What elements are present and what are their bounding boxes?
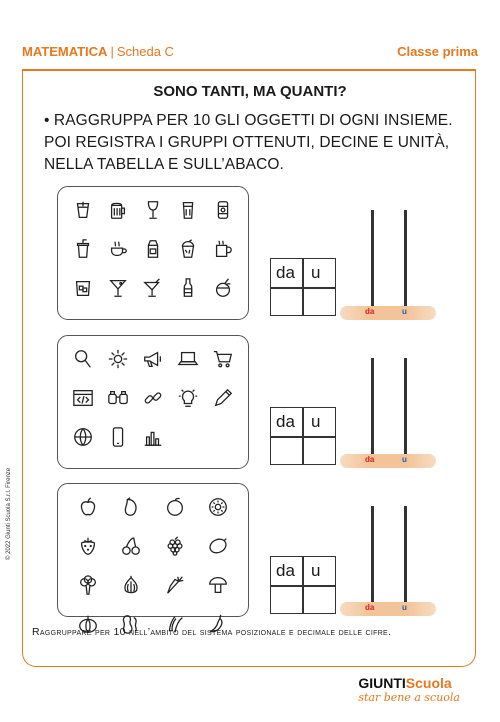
grade-label: Classe prima [397, 44, 478, 59]
mug-icon [205, 236, 240, 261]
table-divider-horizontal [271, 436, 335, 438]
mango-icon [110, 494, 154, 519]
logo-wordmark [358, 675, 460, 691]
exercise-1-abacus [340, 210, 436, 320]
logo-brand-b: Scuola [405, 675, 452, 691]
table-divider-horizontal [271, 287, 335, 289]
subject-label [22, 44, 174, 59]
abacus-units-label: u [402, 307, 407, 316]
header-separator: | [110, 44, 114, 59]
abacus-tens-label: da [365, 455, 375, 464]
units-rod [404, 210, 407, 306]
teacher-note: Raggruppare per 10 nell’ambito del sistema posizionale e decimale delle cifre. [32, 626, 392, 638]
apple-icon [66, 494, 110, 519]
exercise-2-abacus [340, 358, 436, 468]
tens-header: da [276, 263, 295, 282]
exercise-3-set [57, 483, 249, 617]
exercise-3-table [270, 556, 336, 614]
exercise-2-set [57, 335, 249, 469]
broccoli-icon [66, 572, 110, 597]
magnifier-icon [66, 346, 101, 371]
garlic-icon [110, 572, 154, 597]
can-icon [205, 197, 240, 222]
publisher-logo [358, 675, 460, 704]
exercise-2-table [270, 407, 336, 465]
abacus-base [340, 454, 436, 468]
units-header: u [311, 412, 321, 431]
abacus-tens-label: da [365, 603, 375, 612]
tens-rod [371, 506, 374, 602]
orange-icon [153, 494, 197, 519]
globe-icon [66, 424, 101, 449]
sheet-label: Scheda C [116, 44, 174, 59]
hot-drink-icon [101, 236, 136, 261]
link-icon [136, 385, 171, 410]
tens-header: da [276, 412, 295, 431]
mushroom-icon [197, 572, 241, 597]
exercise-1-table [270, 258, 336, 316]
cherries-icon [110, 533, 154, 558]
instructions: • RAGGRUPPA PER 10 GLI OGGETTI DI OGNI INSIEME. POI REGISTRA I GRUPPI OTTENUTI, DECINE E UNITÀ, NELLA TABELLA E SULL’ABACO. [44, 112, 453, 173]
pencil-icon [205, 385, 240, 410]
icon-grid [66, 494, 240, 636]
bottle-icon [170, 275, 205, 300]
abacus-tens-label: da [365, 307, 375, 316]
strawberry-icon [66, 533, 110, 558]
iced-drink-icon [170, 236, 205, 261]
wine-glass-icon [136, 197, 171, 222]
martini-icon [101, 275, 136, 300]
megaphone-icon [136, 346, 171, 371]
icon-grid [66, 346, 240, 449]
code-window-icon [66, 385, 101, 410]
beer-mug-icon [101, 197, 136, 222]
abacus-base [340, 306, 436, 320]
table-divider-horizontal [271, 585, 335, 587]
milk-carton-icon [136, 236, 171, 261]
gear-icon [101, 346, 136, 371]
tens-rod [371, 358, 374, 454]
page-header [22, 44, 478, 64]
binoculars-icon [101, 385, 136, 410]
cocktail-icon [136, 275, 171, 300]
bar-chart-icon [136, 424, 171, 449]
copyright: © 2022 Giunti Scuola S.r.l. Firenze [6, 467, 12, 560]
tens-rod [371, 210, 374, 306]
exercise-3-abacus [340, 506, 436, 616]
page-title: SONO TANTI, MA QUANTI? [153, 83, 347, 100]
beer-glass-icon [170, 197, 205, 222]
abacus-base [340, 602, 436, 616]
whisky-glass-icon [66, 275, 101, 300]
grapes-icon [153, 533, 197, 558]
kiwi-icon [197, 494, 241, 519]
glass-icon [66, 197, 101, 222]
logo-brand-a: GIUNTI [358, 675, 406, 691]
subject: MATEMATICA [22, 44, 108, 59]
units-rod [404, 358, 407, 454]
tens-header: da [276, 561, 295, 580]
abacus-units-label: u [402, 603, 407, 612]
units-header: u [311, 263, 321, 282]
coconut-drink-icon [205, 275, 240, 300]
carrot-icon [153, 572, 197, 597]
units-rod [404, 506, 407, 602]
icon-grid [66, 197, 240, 300]
laptop-icon [170, 346, 205, 371]
logo-tagline: star bene a scuola [358, 691, 460, 704]
lemon-icon [197, 533, 241, 558]
exercise-1-set [57, 186, 249, 320]
units-header: u [311, 561, 321, 580]
coffee-cup-icon [66, 236, 101, 261]
abacus-units-label: u [402, 455, 407, 464]
cart-icon [205, 346, 240, 371]
phone-icon [101, 424, 136, 449]
bulb-icon [170, 385, 205, 410]
